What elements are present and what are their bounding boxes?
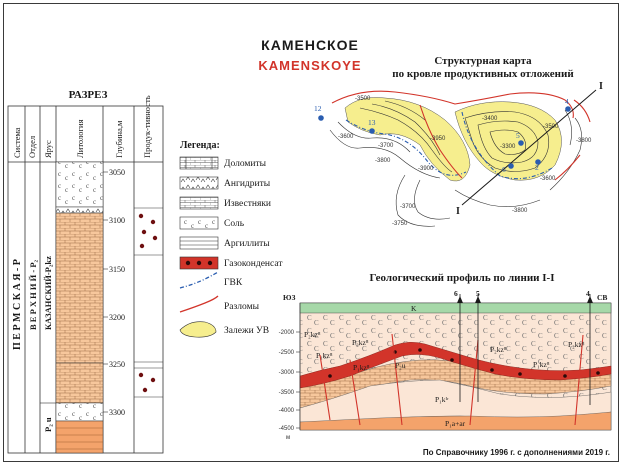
footnote: По Справочнику 1996 г. с дополнениями 2019 г. [422,448,610,457]
litho-base [56,421,103,453]
geological-profile [279,272,611,441]
profile-depth-unit: м [286,435,291,441]
gas-marker [151,220,155,224]
well-marker [369,128,375,134]
contour-label: -3500 [543,124,559,130]
profile-well-4: 4 [586,289,590,298]
legend-label-faults: Разломы [224,302,259,312]
well-label-6: 6 [502,165,506,174]
contour-label: -3900 [418,166,434,172]
legend-label-limestone: Известняки [224,199,272,209]
legend-swatch-anhydrite [180,177,218,189]
legend-label-salt: Соль [224,219,245,229]
legend-swatch-claystone [180,237,218,249]
deposit-west [345,97,470,181]
well-marker [508,163,514,169]
well-label-13: 13 [368,118,376,127]
well-label-4: 4 [565,97,569,106]
gas-marker [153,236,157,240]
contour-label: -3800 [375,158,391,164]
productivity-column [134,208,163,397]
gas-marker [143,388,147,392]
gas-marker [139,214,143,218]
col-stage: Ярус [43,140,53,158]
profile-well-5: 5 [476,289,480,298]
unit-label: P₁kᴵʳ [435,395,449,404]
system-label: П Е Р М С К А Я - P [12,259,23,350]
contour-label: -3950 [430,136,446,142]
profile-right-direction: СВ [597,293,608,302]
contour-label: -3800 [512,208,528,214]
litho-dolomite-lower [56,363,103,403]
map-title-line1: Структурная карта [434,55,532,67]
litho-salt-lower [56,403,103,421]
legend-swatch-deposits [180,322,216,337]
field-title-en: KAMENSKOYE [258,58,362,73]
profile-left-direction: ЮЗ [283,293,296,302]
contour-label: -3750 [392,221,408,227]
unit-label: P₁kz⁸ [533,360,550,369]
litho-anhydrite [56,207,103,213]
profile-depth-axis [279,303,300,441]
profile-depth-2500: -2500 [278,350,294,356]
stratigraphic-section [8,89,163,453]
unit-k [300,303,611,313]
legend-label-anhydrite: Ангидриты [224,179,271,189]
depth-3150: 3150 [109,265,125,274]
unit-label: P₂kz⁸ [304,330,321,339]
litho-salt-top [56,162,103,207]
well-marker [565,106,571,112]
unit-k-label: K [411,304,417,313]
well-label-12: 12 [314,104,322,113]
field-title-ru: КАМЕНСКОЕ [261,37,359,53]
well-label-5: 5 [516,131,520,140]
profile-line-end: I [599,81,603,92]
gas-marker [140,244,144,248]
legend [180,140,283,337]
unit-label: P₂kz⁸ [490,345,507,354]
map-title-line2: по кровле продуктивных отложений [392,68,574,80]
profile-depth-3000: -3000 [278,370,294,376]
contour-label: -3700 [378,143,394,149]
unit-label: P₂kz⁸ [352,338,369,347]
contour-label: -3600 [338,134,354,140]
legend-heading: Легенда: [180,140,220,151]
col-series: Отдел [27,135,37,158]
unit-label: P₁kz⁸ [316,351,333,360]
legend-label-gas-condensate: Газоконденсат [224,259,283,269]
profile-depth-2000: -2000 [278,330,294,336]
legend-swatch-gwc [180,272,218,288]
profile-well-6: 6 [454,289,458,298]
depth-3250: 3250 [109,360,125,369]
gas-marker [142,230,146,234]
contour-label: -3700 [400,204,416,210]
profile-line-start: I [456,206,460,217]
lower-unit-label: P₂ u [43,417,53,432]
well-marker [518,140,524,146]
legend-swatch-limestone [180,197,218,209]
legend-swatch-faults [180,296,218,312]
depth-3100: 3100 [109,216,125,225]
section-heading: РАЗРЕЗ [68,89,108,101]
deposit-east [455,102,562,180]
legend-swatch-salt [180,217,218,229]
profile-depth-4000: -4000 [278,408,294,414]
depth-3300: 3300 [109,408,125,417]
unit-label: P₂kz⁸ [568,340,585,349]
contour-label: -3300 [500,144,516,150]
contour-label: -3500 [355,96,371,102]
gas-marker [139,373,143,377]
col-system: Система [12,127,22,158]
unit-label: P₂u [395,361,406,370]
depth-scale [103,168,125,417]
well-marker [318,115,324,121]
contour-label: -3600 [540,176,556,182]
profile-depth-3500: -3500 [278,390,294,396]
legend-label-deposits: Залежи УВ [224,326,270,336]
structural-map [314,55,603,227]
gas-marker [151,378,155,382]
col-lithology: Литология [75,119,85,158]
contour-label: -3800 [576,138,592,144]
depth-3050: 3050 [109,168,125,177]
depth-3200: 3200 [109,313,125,322]
col-depth: Глубина,м [114,120,124,158]
stage-label: КАЗАНСКИЙ-P₂kz [43,256,53,330]
well-label-2: 2 [535,163,539,172]
litho-dolomite [56,213,103,363]
profile-depth-4500: -4500 [278,426,294,432]
legend-label-claystone: Аргиллиты [224,239,270,249]
legend-label-gwc: ГВК [224,278,243,288]
unit-label: P₁kz⁸ [353,363,370,372]
contour-label: -3400 [482,116,498,122]
unit-label: P₁a+ar [445,419,466,428]
col-productivity: Продук-тивность [142,95,152,158]
legend-label-dolomite: Доломиты [224,159,267,169]
profile-title: Геологический профиль по линии I-I [369,272,555,284]
series-label: В Е Р Х Н И Й - P₂ [28,259,38,330]
